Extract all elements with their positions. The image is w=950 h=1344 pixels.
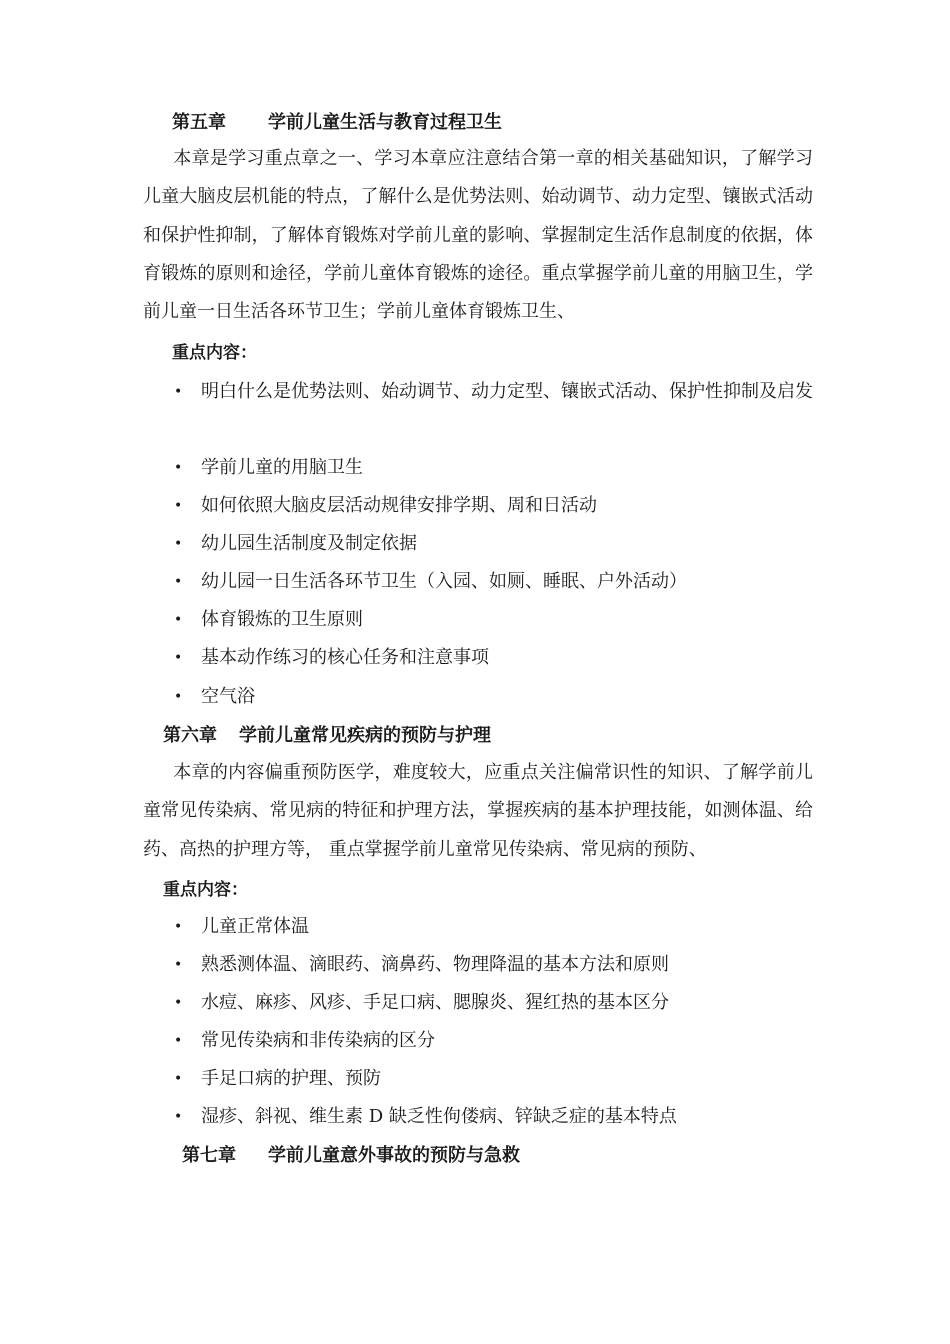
list-item-text: 水痘、麻疹、风疹、手足口病、腮腺炎、猩红热的基本区分 <box>201 992 669 1013</box>
list-item-text: 手足口病的护理、预防 <box>201 1068 381 1089</box>
chapter-6-key-label: 重点内容： <box>163 880 248 900</box>
chapter-6-number: 第六章 <box>163 725 217 746</box>
chapter-6-intro-text: 本章的内容偏重预防医学，难度较大，应重点关注偏常识性的知识、了解学前儿童常见传染病、常见病的特征和护理方法，掌握疾病的基本护理技能，如测体温、给药、高热的护理方等， 重点掌握学前儿童常见传染病、常见病的预防、 <box>143 762 813 860</box>
chapter-6-intro <box>143 754 813 869</box>
bullet-icon: • <box>174 384 183 400</box>
bullet-icon: • <box>174 1071 183 1087</box>
chapter-5-key-label: 重点内容： <box>172 343 257 363</box>
chapter-6-heading <box>163 723 491 749</box>
bullet-icon: • <box>174 919 183 935</box>
list-item-text: 幼儿园生活制度及制定依据 <box>201 533 417 554</box>
bullet-icon: • <box>174 536 183 552</box>
bullet-icon: • <box>174 650 183 666</box>
list-item-text: 湿疹、斜视、维生素 D 缺乏性佝偻病、锌缺乏症的基本特点 <box>201 1106 677 1127</box>
list-item-text: 熟悉测体温、滴眼药、滴鼻药、物理降温的基本方法和原则 <box>201 954 669 975</box>
bullet-icon: • <box>174 957 183 973</box>
chapter-7-title: 学前儿童意外事故的预防与急救 <box>268 1145 520 1166</box>
bullet-icon: • <box>174 574 183 590</box>
chapter-5-title: 学前儿童生活与教育过程卫生 <box>268 112 502 133</box>
list-item-text: 儿童正常体温 <box>201 916 309 937</box>
list-item-text: 明白什么是优势法则、始动调节、动力定型、镶嵌式活动、保护性抑制及启发 <box>201 381 813 402</box>
list-item-text: 学前儿童的用脑卫生 <box>201 457 363 478</box>
list-item-text: 幼儿园一日生活各环节卫生（入园、如厕、睡眠、户外活动） <box>201 571 687 592</box>
chapter-7-heading <box>182 1143 520 1169</box>
chapter-5-number: 第五章 <box>172 112 226 133</box>
bullet-icon: • <box>174 612 183 628</box>
bullet-icon: • <box>174 689 183 705</box>
chapter-5-heading <box>172 110 502 136</box>
bullet-icon: • <box>174 1109 183 1125</box>
list-item-text: 空气浴 <box>201 686 255 707</box>
chapter-6-title: 学前儿童常见疾病的预防与护理 <box>239 725 491 746</box>
chapter-7-number: 第七章 <box>182 1145 236 1166</box>
bullet-icon: • <box>174 1033 183 1049</box>
list-item-text: 如何依照大脑皮层活动规律安排学期、周和日活动 <box>201 495 597 516</box>
list-item-text: 基本动作练习的核心任务和注意事项 <box>201 647 489 668</box>
chapter-5-intro <box>143 140 813 331</box>
list-item-text: 常见传染病和非传染病的区分 <box>201 1030 435 1051</box>
list-item-text: 体育锻炼的卫生原则 <box>201 609 363 630</box>
bullet-icon: • <box>174 460 183 476</box>
bullet-icon: • <box>174 995 183 1011</box>
chapter-5-intro-text: 本章是学习重点章之一、学习本章应注意结合第一章的相关基础知识，了解学习儿童大脑皮层机能的特点，了解什么是优势法则、始动调节、动力定型、镶嵌式活动和保护性抑制，了解体育锻炼对学前儿童的影响、掌握制定生活作息制度的依据，体育锻炼的原则和途径，学前儿童体育锻炼的途径。重点掌握学前儿童的用脑卫生，学前儿童一日生活各环节卫生；学前儿童体育锻炼卫生、 <box>143 148 813 323</box>
bullet-icon: • <box>174 498 183 514</box>
